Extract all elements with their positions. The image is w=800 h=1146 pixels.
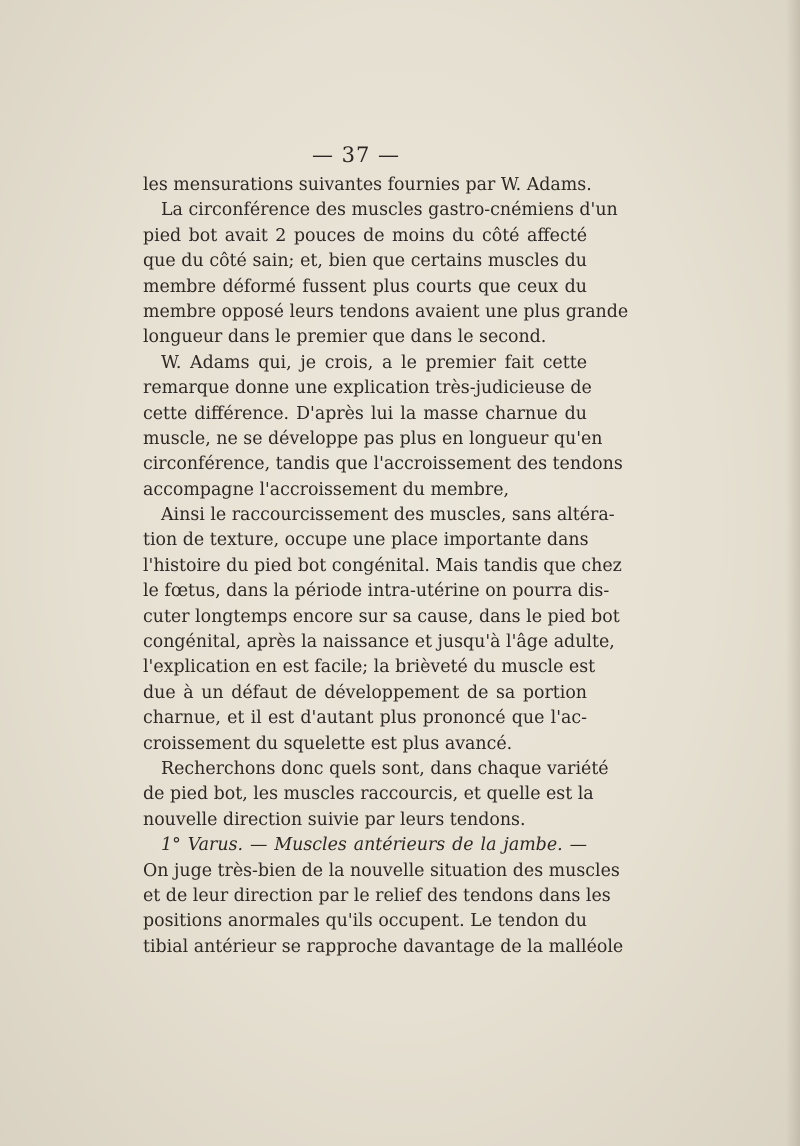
text-line: accompagne l'accroissement du membre, [143, 479, 510, 500]
text-line: membre opposé leurs tendons avaient une plus grande [143, 301, 629, 322]
text-line: l'explication en est facile; la brièveté du muscle est [143, 657, 596, 678]
text-line: pied bot avait 2 pouces de moins du côté affecté [143, 225, 587, 246]
page-edge-shadow [786, 0, 800, 1146]
text-line: cette différence. D'après lui la masse charnue du [143, 403, 587, 424]
text-line: que du côté sain; et, bien que certains muscles du [143, 251, 587, 272]
text-line: Ainsi le raccourcissement des muscles, sans altéra- [161, 505, 615, 526]
page-number: — 37 — [311, 143, 401, 167]
text-line: congénital, après la naissance et jusqu'à l'âge adulte, [143, 632, 615, 653]
text-line: longueur dans le premier que dans le second. [143, 327, 547, 348]
text-line: circonférence, tandis que l'accroissement des tendons [143, 454, 623, 475]
text-line: Recherchons donc quels sont, dans chaque variété [161, 758, 609, 779]
text-line: W. Adams qui, je crois, a le premier fait cette [161, 352, 587, 373]
text-line: 1° Varus. — Muscles antérieurs de la jambe. — [161, 835, 587, 856]
text-line: muscle, ne se développe pas plus en longueur qu'en [143, 428, 603, 449]
text-line: cuter longtemps encore sur sa cause, dans le pied bot [143, 606, 620, 627]
text-line: tion de texture, occupe une place importante dans [143, 530, 589, 551]
text-line: On juge très-bien de la nouvelle situation des muscles [143, 860, 620, 881]
text-line: les mensurations suivantes fournies par W. Adams. [143, 175, 592, 195]
text-line: l'histoire du pied bot congénital. Mais tandis que chez [143, 555, 622, 576]
body-text [143, 173, 629, 960]
text-line: nouvelle direction suivie par leurs tendons. [143, 809, 526, 830]
text-line: La circonférence des muscles gastro-cnémiens d'un [161, 200, 618, 221]
text-line: le fœtus, dans la période intra-utérine on pourra dis- [143, 581, 610, 602]
text-line: croissement du squelette est plus avancé. [143, 733, 513, 754]
text-line: et de leur direction par le relief des tendons dans les [143, 885, 611, 906]
text-line: charnue, et il est d'autant plus prononcé que l'ac- [143, 708, 587, 729]
text-line: membre déformé fussent plus courts que ceux du [143, 276, 587, 297]
text-line: due à un défaut de développement de sa portion [143, 682, 587, 703]
text-line: remarque donne une explication très-judicieuse de [143, 378, 592, 399]
text-line: de pied bot, les muscles raccourcis, et quelle est la [143, 784, 594, 805]
text-line: tibial antérieur se rapproche davantage de la malléole [143, 936, 624, 957]
text-line: positions anormales qu'ils occupent. Le tendon du [143, 911, 587, 932]
